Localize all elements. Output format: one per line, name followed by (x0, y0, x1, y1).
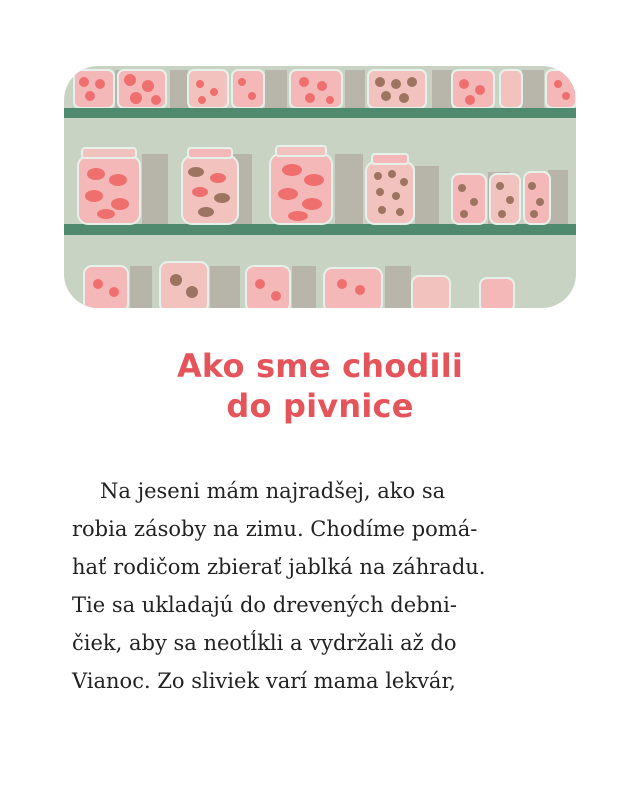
article-body (72, 472, 582, 700)
body-line: čiek, aby sa neotĺkli a vydržali až do (72, 631, 457, 655)
shelf-middle (60, 224, 580, 235)
body-line: Tie sa ukladajú do drevených debni- (72, 593, 457, 617)
title-line: do pivnice (226, 387, 414, 425)
body-line: hať rodičom zbierať jablká na záhradu. (72, 555, 486, 579)
pantry-shelves-illustration (60, 62, 580, 312)
body-line: Na jeseni mám najradšej, ako sa (100, 479, 446, 503)
title-line: Ako sme chodili (176, 347, 464, 385)
article-title (0, 346, 640, 426)
body-line: robia zásoby na zimu. Chodíme pomá- (72, 517, 478, 541)
body-line: Vianoc. Zo sliviek varí mama lekvár, (72, 669, 456, 693)
shelf-top (60, 108, 580, 118)
